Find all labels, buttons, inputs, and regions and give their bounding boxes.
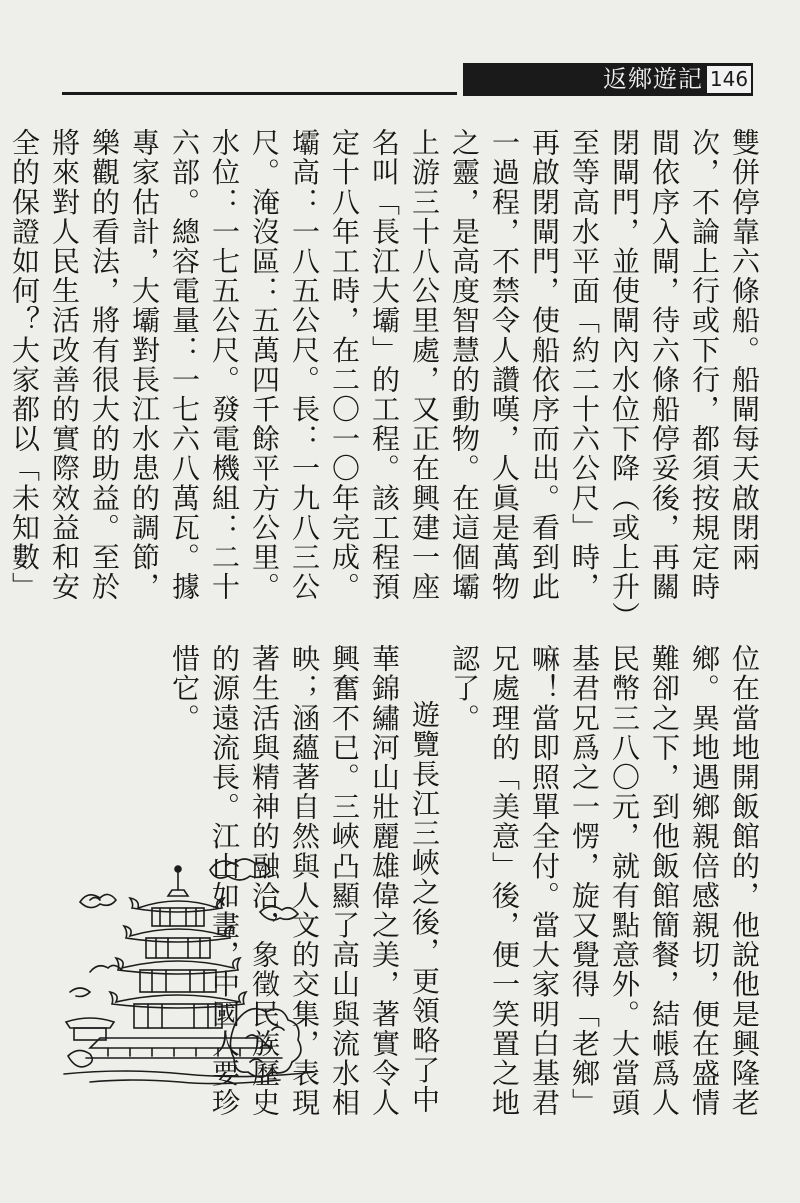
header-bar (463, 63, 753, 96)
upper-continuation-paragraph: 雙併停靠六條船。船閘每天啟閉兩次，不論上行或下行，都須按規定時間依序入閘，待六條船停妥後，再關閉閘門，並使閘內水位下降（或上升）至等高水平面「約二十六公尺」時，再啟閉閘門，使船依序而出。看到此一過程，不禁令人讚嘆，人眞是萬物之靈，是高度智慧的動物。在這個壩上游三十八公里處，又正在興建一座名叫「長江大壩」的工程。該工程預定十八年工時，在二〇一〇年完成。壩高：一八五公尺。長：一九八三公尺。淹沒區：五萬四千餘平方公里。水位：一七五公尺。發電機組：二十六部。總容電量：一七六八萬瓦。據專家估計，大壩對長江水患的調節，樂觀的看法，將有很大的助益。至於將來對人民生活改善的實際效益和安全的保證如何？大家都以「未知數」 (8, 128, 761, 618)
three-gorges-paragraph: 遊覽長江三峽之後，更領略了中華錦繡河山壯麗雄偉之美，著實令人興奮不已。三峽凸顯了高山與流水相映；涵蘊著自然與人文的交集，表現著生活與精神的融洽，象徵民族歷史的源遠流長。江山如畫，中國人要珍惜它。 (168, 644, 441, 1118)
running-title: 返鄉遊記 (603, 65, 703, 93)
pagoda-tower-illustration (60, 842, 322, 1086)
page-number: 146 (707, 66, 751, 93)
upper-text-block (8, 128, 764, 628)
lower-text-block (168, 644, 764, 1124)
lower-continuation-paragraph: 位在當地開飯館的，他說他是興隆老鄉。異地遇鄉親倍感親切，便在盛情難卻之下，到他飯館簡餐，結帳爲人民幣三八〇元，就有點意外。大當頭基君兄爲之一愣，旋又覺得「老鄉」嘛！當即照單全付。當大家明白基君兄處理的「美意」後，便一笑置之地認了。 (448, 644, 761, 1118)
header-rule (62, 92, 457, 95)
